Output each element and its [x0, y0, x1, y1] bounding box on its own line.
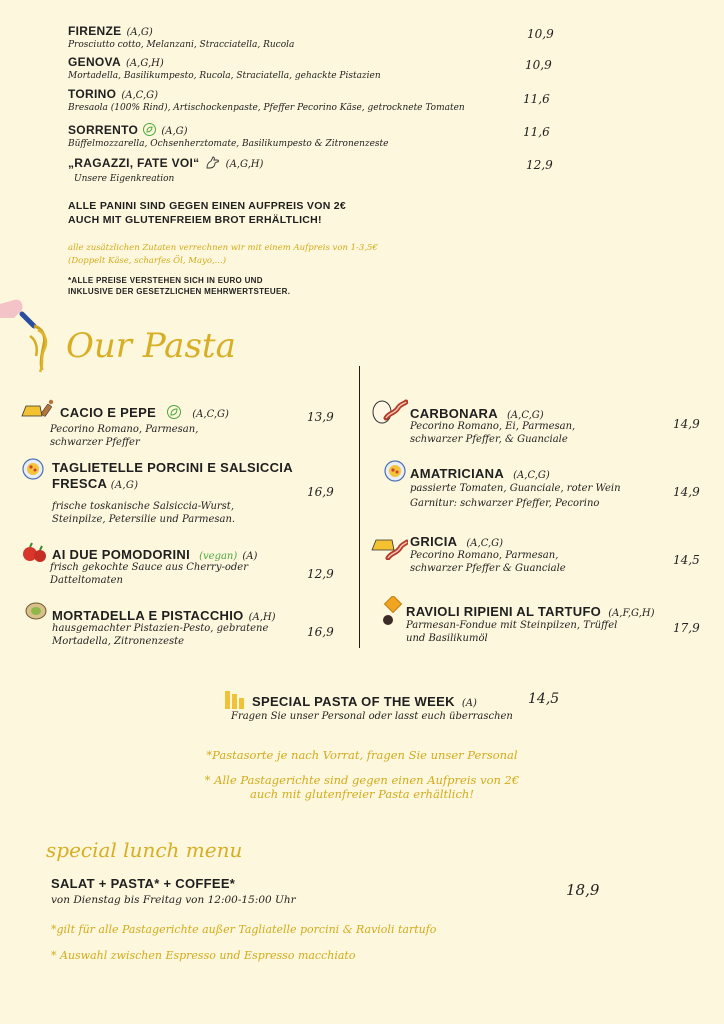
- item-name: RAVIOLI RIPIENI AL TARTUFO: [406, 604, 602, 619]
- note-line: AUCH MIT GLUTENFREIEM BROT ERHÄLTLICH!: [68, 214, 322, 226]
- desc-line: Mortadella, Zitronenzeste: [52, 636, 185, 647]
- item-allergens: (A,C,G): [121, 90, 159, 101]
- item-description: Bresaola (100% Rind), Artischockenpaste, Pfeffer Pecorino Käse, getrocknete Tomaten: [68, 103, 465, 113]
- panini-item-torino: [68, 83, 508, 115]
- pasta-item-cacio-e-pepe: [60, 402, 300, 421]
- item-allergens: (A,C,G): [192, 409, 229, 420]
- desc-line: frische toskanische Salsiccia-Wurst,: [52, 501, 235, 512]
- panini-item-sorrento: [68, 119, 508, 151]
- our-pasta-heading: Our Pasta: [66, 326, 236, 366]
- pasta-item-amatriciana: [410, 463, 650, 482]
- item-allergens: (A,C,G): [466, 538, 504, 549]
- desc-line: passierte Tomaten, Guanciale, roter Wein: [410, 483, 621, 494]
- panini-item-firenze: [68, 20, 488, 52]
- special-pasta-of-the-week: [252, 691, 522, 710]
- lunch-price: 18,9: [566, 881, 600, 899]
- item-description: [410, 549, 566, 575]
- item-price: 10,9: [527, 27, 554, 41]
- note-line: * Alle Pastagerichte sind gegen einen Aufpreis von 2€: [204, 773, 520, 787]
- calendar-pasta-icon: [224, 688, 246, 710]
- note-line: INKLUSIVE DER GESETZLICHEN MEHRWERTSTEUER.: [68, 287, 291, 296]
- glutenfree-bread-note: [68, 199, 346, 227]
- note-line: ALLE PANINI SIND GEGEN EINEN AUFPREIS VON 2€: [68, 200, 347, 212]
- cherry-tomatoes-icon: [22, 540, 48, 564]
- item-description: Prosciutto cotto, Melanzani, Stracciatella, Rucola: [68, 40, 295, 50]
- item-name: GRICIA: [410, 534, 458, 549]
- vegan-tag: (vegan): [199, 551, 238, 562]
- pasta-item-ravioli: [406, 601, 676, 620]
- pasta-item-gricia: [410, 531, 650, 550]
- item-name: MORTADELLA E PISTACCHIO: [52, 608, 244, 623]
- item-allergens: (A,G,H): [126, 58, 164, 69]
- item-allergens: (A,C,G): [513, 470, 550, 481]
- pasta-plate-icon: [384, 460, 406, 482]
- item-name: FIRENZE: [68, 24, 122, 38]
- italian-hand-gesture-icon: [205, 155, 221, 169]
- item-allergens: (A,H): [248, 612, 276, 623]
- item-price: 16,9: [307, 625, 334, 639]
- desc-line: Steinpilze, Petersilie und Parmesan.: [52, 514, 236, 525]
- desc-line: Pecorino Romano, Parmesan,: [410, 550, 559, 561]
- item-name-line2: FRESCA: [52, 476, 107, 491]
- note-line: *ALLE PREISE VERSTEHEN SICH IN EURO UND: [68, 276, 263, 285]
- item-price: 14,5: [528, 691, 560, 707]
- item-name: SPECIAL PASTA OF THE WEEK: [252, 694, 455, 709]
- desc-line: Parmesan-Fondue mit Steinpilzen, Trüffel: [406, 620, 618, 631]
- prices-note: [68, 275, 290, 297]
- item-price: 11,6: [523, 125, 550, 139]
- item-allergens: (A,F,G,H): [608, 608, 655, 619]
- item-description: [410, 481, 621, 511]
- item-description: Unsere Eigenkreation: [74, 174, 175, 184]
- item-name: TAGLIETELLE PORCINI E SALSICCIA: [52, 460, 293, 475]
- item-name: SORRENTO: [68, 123, 139, 137]
- item-price: 14,5: [673, 553, 700, 567]
- item-price: 16,9: [307, 485, 334, 499]
- item-price: 17,9: [673, 621, 700, 635]
- item-allergens: (A,G): [110, 480, 139, 491]
- item-description: Fragen Sie unser Personal oder lasst euch überraschen: [231, 711, 513, 722]
- vegetarian-leaf-icon: [143, 123, 156, 136]
- cheese-and-bacon-icon: [370, 532, 408, 560]
- item-price: 13,9: [307, 410, 334, 424]
- item-name: TORINO: [68, 87, 117, 101]
- item-price: 14,9: [673, 485, 700, 499]
- lunch-title: SALAT + PASTA* + COFFEE*: [51, 876, 236, 891]
- vegetarian-leaf-icon: [167, 405, 181, 419]
- item-description: [50, 561, 248, 587]
- desc-line: Datteltomaten: [50, 575, 123, 586]
- pistachio-icon: [24, 600, 48, 622]
- item-allergens: (A,G): [161, 126, 188, 137]
- pasta-plate-icon: [22, 458, 44, 480]
- item-allergens: (A,G,H): [225, 159, 264, 170]
- pasta-item-taglietelle: [52, 460, 293, 494]
- panini-item-genova: [68, 51, 508, 83]
- item-name: GENOVA: [68, 55, 121, 69]
- note-line: auch mit glutenfreier Pasta erhältlich!: [250, 787, 474, 801]
- item-allergens: (A): [461, 698, 477, 709]
- item-allergens: (A): [242, 551, 258, 562]
- item-description: Mortadella, Basilikumpesto, Rucola, Straciatella, gehackte Pistazien: [68, 71, 381, 81]
- fork-with-pasta-icon: [0, 296, 60, 376]
- extras-note: [68, 242, 378, 268]
- note-line: alle zusätzlichen Zutaten verrechnen wir mit einem Aufpreis von 1-3,5€: [68, 243, 378, 253]
- desc-line: schwarzer Pfeffer & Guanciale: [410, 563, 566, 574]
- lunch-pasta-note: *gilt für alle Pastagerichte außer Tagliatelle porcini & Ravioli tartufo: [51, 923, 437, 936]
- egg-and-bacon-icon: [370, 398, 408, 424]
- item-price: 10,9: [525, 58, 552, 72]
- desc-line: Pecorino Romano, Parmesan,: [50, 424, 199, 435]
- item-price: 11,6: [523, 92, 550, 106]
- item-description: [410, 420, 575, 446]
- item-description: [52, 500, 235, 526]
- desc-line: Pecorino Romano, Ei, Parmesan,: [410, 421, 576, 432]
- item-name: „RAGAZZI, FATE VOI“: [68, 156, 200, 170]
- desc-line: hausgemachter Pistazien-Pesto, gebratene: [52, 623, 269, 634]
- glutenfree-pasta-note: [0, 773, 724, 801]
- item-name: AI DUE POMODORINI: [52, 547, 190, 562]
- item-price: 12,9: [307, 567, 334, 581]
- note-line: (Doppelt Käse, scharfes Öl, Mayo,...): [68, 256, 227, 266]
- desc-line: schwarzer Pfeffer, & Guanciale: [410, 434, 568, 445]
- lunch-menu-heading: special lunch menu: [46, 838, 243, 862]
- lunch-coffee-note: * Auswahl zwischen Espresso und Espresso macchiato: [51, 949, 356, 962]
- desc-line: und Basilikumöl: [406, 633, 488, 644]
- column-divider: [359, 366, 360, 648]
- ravioli-and-truffle-icon: [380, 596, 404, 628]
- item-price: 14,9: [673, 417, 700, 431]
- item-description: [406, 619, 617, 645]
- item-description: Büffelmozzarella, Ochsenherztomate, Basilikumpesto & Zitronenzeste: [68, 139, 389, 149]
- panini-item-ragazzi: [68, 152, 508, 186]
- item-allergens: (A,C,G): [507, 410, 544, 421]
- cheese-and-pepper-mill-icon: [20, 398, 56, 420]
- lunch-days: von Dienstag bis Freitag von 12:00-15:00 Uhr: [51, 894, 296, 906]
- item-name: AMATRICIANA: [410, 466, 505, 481]
- pasta-stock-note: *Pastasorte je nach Vorrat, fragen Sie unser Personal: [206, 748, 518, 762]
- item-allergens: (A,G): [126, 27, 153, 38]
- desc-line: frisch gekochte Sauce aus Cherry-oder: [50, 562, 248, 573]
- desc-line: schwarzer Pfeffer: [50, 437, 140, 448]
- desc-line: Garnitur: schwarzer Pfeffer, Pecorino: [410, 498, 600, 509]
- item-name: CARBONARA: [410, 406, 498, 421]
- item-price: 12,9: [526, 158, 553, 172]
- item-name: CACIO E PEPE: [60, 405, 157, 420]
- item-description: [50, 423, 198, 449]
- item-description: [52, 622, 268, 648]
